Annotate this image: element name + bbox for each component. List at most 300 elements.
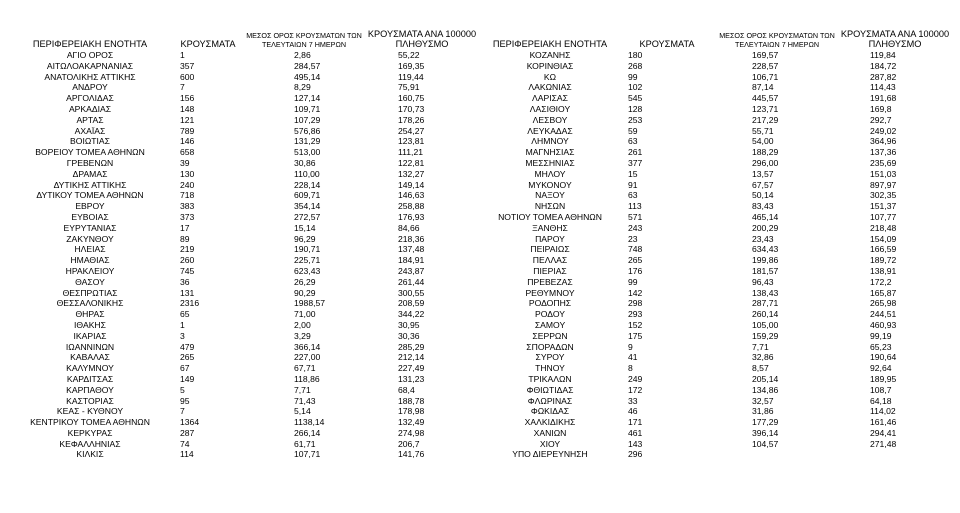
table-row	[484, 406, 954, 417]
region-cell: ΘΗΡΑΣ	[75, 309, 105, 320]
avg7-cell: 2,00	[294, 319, 311, 330]
region-cell: ΘΕΣΣΑΛΟΝΙΚΗΣ	[56, 298, 124, 309]
region-cell: ΗΜΑΘΙΑΣ	[70, 255, 110, 266]
per100k-cell: 261,44	[398, 276, 425, 287]
region-cell: ΛΗΜΝΟΥ	[531, 136, 569, 147]
avg7-cell: 188,29	[752, 147, 779, 158]
per100k-cell: 55,22	[398, 50, 420, 60]
avg7-cell: 272,57	[294, 211, 321, 222]
cases-cell: 91	[628, 179, 638, 190]
per100k-cell: 189,72	[870, 255, 897, 266]
table-row	[6, 298, 478, 309]
cases-cell: 249	[628, 373, 643, 384]
table-row	[6, 169, 478, 180]
per100k-cell: 123,81	[398, 136, 425, 147]
region-cell: ΚΕΑΣ - ΚΥΘΝΟΥ	[56, 406, 124, 417]
cases-cell: 265	[628, 255, 643, 266]
cases-cell: 63	[628, 190, 638, 201]
per100k-cell: 165,87	[870, 287, 897, 298]
per100k-cell: 254,27	[398, 125, 425, 136]
region-cell: ΘΕΣΠΡΩΤΙΑΣ	[62, 287, 118, 298]
cases-cell: 5	[180, 384, 185, 395]
region-cell: ΝΗΣΩΝ	[534, 201, 566, 212]
avg7-cell: 177,29	[752, 417, 779, 428]
avg7-cell: 366,14	[294, 341, 321, 352]
table-right-half	[484, 24, 954, 460]
table-row	[6, 342, 478, 353]
table-row	[6, 93, 478, 104]
avg7-cell: 109,71	[294, 103, 321, 114]
header-per100k: ΚΡΟΥΣΜΑΤΑ ΑΝΑ 100000 ΠΛΗΘΥΣΜΟ	[840, 29, 950, 49]
avg7-cell: 5,14	[294, 406, 311, 417]
region-cell: ΥΠΟ ΔΙΕΡΕΥΝΗΣΗ	[512, 449, 588, 460]
table-row	[484, 439, 954, 450]
avg7-cell: 199,86	[752, 255, 779, 266]
per100k-cell: 344,22	[398, 309, 425, 320]
per100k-cell: 119,44	[398, 71, 424, 82]
region-cell: ΚΑΛΥΜΝΟΥ	[66, 363, 114, 374]
cases-cell: 253	[628, 114, 643, 125]
region-cell: ΚΑΡΔΙΤΣΑΣ	[66, 373, 114, 384]
region-cell: ΔΥΤΙΚΟΥ ΤΟΜΕΑ ΑΘΗΝΩΝ	[36, 190, 144, 201]
region-cell: ΣΑΜΟΥ	[534, 319, 566, 330]
per100k-cell: 169,35	[398, 60, 425, 71]
table-row	[6, 385, 478, 396]
region-cell: ΝΑΞΟΥ	[535, 190, 565, 201]
table-row	[484, 158, 954, 169]
table-row	[6, 352, 478, 363]
table-row	[6, 212, 478, 223]
avg7-cell: 134,86	[752, 384, 779, 395]
region-cell: ΑΡΚΑΔΙΑΣ	[68, 103, 112, 114]
region-cell: ΡΟΔΟΠΗΣ	[528, 298, 572, 309]
per100k-cell: 169,8	[870, 103, 892, 114]
cases-cell: 67	[180, 363, 190, 374]
region-cell: ΔΥΤΙΚΗΣ ΑΤΤΙΚΗΣ	[53, 179, 127, 190]
cases-cell: 383	[180, 201, 195, 212]
avg7-cell: 225,71	[294, 255, 321, 266]
avg7-cell	[718, 449, 836, 460]
per100k-cell: 84,66	[398, 222, 420, 233]
table-row	[484, 61, 954, 72]
avg7-cell: 138,43	[752, 287, 779, 298]
region-cell: ΜΥΚΟΝΟΥ	[528, 179, 572, 190]
table-row	[6, 374, 478, 385]
table-row	[484, 50, 954, 61]
table-row	[6, 406, 478, 417]
avg7-cell: 8,57	[752, 363, 769, 374]
avg7-cell: 83,43	[752, 201, 774, 212]
region-cell: ΗΡΑΚΛΕΙΟΥ	[65, 265, 115, 276]
table-row	[484, 428, 954, 439]
cases-cell: 172	[628, 384, 643, 395]
avg7-cell: 576,86	[294, 125, 321, 136]
header-region: ΠΕΡΙΦΕΡΕΙΑΚΗ ΕΝΟΤΗΤΑ	[32, 39, 148, 49]
cases-cell: 59	[628, 125, 638, 136]
region-cell: ΣΠΟΡΑΔΩΝ	[526, 341, 574, 352]
table-row	[484, 374, 954, 385]
cases-cell: 7	[180, 82, 185, 93]
per100k-cell: 151,37	[870, 201, 897, 212]
region-cell: ΕΥΒΟΙΑΣ	[71, 211, 109, 222]
cases-cell: 1364	[180, 417, 200, 428]
avg7-cell: 634,43	[752, 244, 779, 255]
avg7-cell: 284,57	[294, 60, 321, 71]
table-row	[6, 320, 478, 331]
per100k-cell: 161,46	[870, 417, 897, 428]
per100k-cell: 176,93	[398, 211, 425, 222]
table-row	[6, 50, 478, 61]
avg7-cell: 169,57	[752, 50, 779, 60]
per100k-cell: 146,63	[398, 190, 425, 201]
cases-cell: 461	[628, 427, 643, 438]
table-row	[6, 331, 478, 342]
region-cell: ΠΑΡΟΥ	[535, 233, 565, 244]
avg7-cell: 181,57	[752, 265, 779, 276]
table-row	[6, 61, 478, 72]
table-row	[6, 82, 478, 93]
per100k-cell: 65,23	[870, 341, 892, 352]
region-cell: ΚΙΛΚΙΣ	[76, 449, 104, 460]
per100k-cell: 137,36	[870, 147, 897, 158]
avg7-cell: 200,29	[752, 222, 779, 233]
region-cell: ΠΕΛΛΑΣ	[532, 255, 568, 266]
table-row	[6, 180, 478, 191]
table-row	[6, 428, 478, 439]
per100k-cell: 249,02	[870, 125, 897, 136]
cases-cell: 545	[628, 93, 643, 104]
avg7-cell: 32,86	[752, 352, 774, 363]
table-row	[484, 72, 954, 83]
avg7-cell: 217,29	[752, 114, 779, 125]
table-row	[484, 126, 954, 137]
region-cell: ΦΛΩΡΙΝΑΣ	[527, 395, 573, 406]
cases-cell: 156	[180, 93, 195, 104]
per100k-cell: 138,91	[870, 265, 897, 276]
cases-cell: 176	[628, 265, 643, 276]
avg7-cell: 513,00	[294, 147, 321, 158]
table-row	[484, 396, 954, 407]
avg7-cell: 50,14	[752, 190, 774, 201]
table-row	[6, 396, 478, 407]
per100k-cell: 141,76	[398, 449, 425, 460]
table-row	[484, 212, 954, 223]
per100k-cell: 218,36	[398, 233, 425, 244]
header-avg7: ΜΕΣΟΣ ΟΡΟΣ ΚΡΟΥΣΜΑΤΩΝ ΤΩΝ ΤΕΛΕΥΤΑΙΩΝ 7 ΗΜΕΡΩΝ	[246, 31, 362, 49]
per100k-cell: 235,69	[870, 157, 897, 168]
cases-cell: 268	[628, 60, 643, 71]
avg7-cell: 31,86	[752, 406, 774, 417]
per100k-cell: 265,98	[870, 298, 897, 309]
table-row	[484, 93, 954, 104]
cases-cell: 8	[628, 363, 633, 374]
region-cell: ΒΟΡΕΙΟΥ ΤΟΜΕΑ ΑΘΗΝΩΝ	[35, 147, 145, 158]
avg7-cell: 104,57	[752, 438, 779, 449]
region-cell: ΖΑΚΥΝΘΟΥ	[66, 233, 114, 244]
table-row	[6, 158, 478, 169]
table-row	[484, 298, 954, 309]
cases-cell: 2316	[180, 298, 200, 309]
table-row	[484, 417, 954, 428]
table-row	[484, 147, 954, 158]
region-cell: ΚΕΡΚΥΡΑΣ	[67, 427, 113, 438]
cases-cell: 74	[180, 438, 190, 449]
per100k-cell: 172,2	[870, 276, 892, 287]
region-cell: ΑΓΙΟ ΟΡΟΣ	[66, 50, 114, 60]
header-cases: ΚΡΟΥΣΜΑΤΑ	[639, 39, 695, 49]
per100k-cell: 218,48	[870, 222, 897, 233]
cases-cell: 298	[628, 298, 643, 309]
table-row	[6, 363, 478, 374]
avg7-cell: 228,57	[752, 60, 779, 71]
table-row	[6, 223, 478, 234]
region-cell: ΚΟΡΙΝΘΙΑΣ	[526, 60, 574, 71]
per100k-cell: 132,27	[398, 168, 425, 179]
avg7-cell: 623,43	[294, 265, 321, 276]
per100k-cell: 184,91	[398, 255, 425, 266]
cases-cell: 479	[180, 341, 195, 352]
table-row	[484, 104, 954, 115]
avg7-cell: 123,71	[752, 103, 779, 114]
avg7-cell: 67,71	[294, 363, 316, 374]
avg7-cell: 105,00	[752, 319, 779, 330]
avg7-cell: 296,00	[752, 157, 779, 168]
region-cell: ΡΟΔΟΥ	[535, 309, 565, 320]
cases-cell: 261	[628, 147, 643, 158]
region-cell: ΑΡΤΑΣ	[76, 114, 104, 125]
table-row	[6, 234, 478, 245]
cases-cell: 377	[628, 157, 643, 168]
avg7-cell: 13,57	[752, 168, 774, 179]
per100k-cell: 227,49	[398, 363, 425, 374]
per100k-cell: 160,75	[398, 93, 425, 104]
table-row	[6, 147, 478, 158]
avg7-cell: 30,86	[294, 157, 316, 168]
table-row	[484, 190, 954, 201]
cases-cell: 357	[180, 60, 195, 71]
table-row	[484, 244, 954, 255]
cases-cell: 102	[628, 82, 643, 93]
avg7-cell: 15,14	[294, 222, 316, 233]
per100k-cell: 114,02	[870, 406, 896, 417]
per100k-cell: 244,51	[870, 309, 897, 320]
table-row	[6, 190, 478, 201]
per100k-cell: 114,43	[870, 82, 896, 93]
table-row	[6, 115, 478, 126]
cases-cell: 745	[180, 265, 195, 276]
region-cell: ΦΩΚΙΔΑΣ	[530, 406, 570, 417]
per100k-cell: 184,72	[870, 60, 897, 71]
per100k-cell: 243,87	[398, 265, 425, 276]
avg7-cell: 87,14	[752, 82, 774, 93]
region-cell: ΝΟΤΙΟΥ ΤΟΜΕΑ ΑΘΗΝΩΝ	[498, 211, 602, 222]
cases-cell: 142	[628, 287, 643, 298]
cases-cell: 3	[180, 330, 185, 341]
cases-cell: 143	[628, 438, 643, 449]
avg7-cell: 609,71	[294, 190, 321, 201]
table-row	[6, 266, 478, 277]
table-row	[6, 449, 478, 460]
per100k-cell: 189,95	[870, 373, 897, 384]
table-row	[484, 82, 954, 93]
cases-cell: 63	[628, 136, 638, 147]
per100k-cell: 212,14	[398, 352, 425, 363]
table-body-right	[484, 50, 954, 460]
region-cell: ΠΙΕΡΙΑΣ	[533, 265, 567, 276]
avg7-cell: 205,14	[752, 373, 779, 384]
cases-cell: 33	[628, 395, 638, 406]
table-row	[484, 342, 954, 353]
per100k-cell: 131,23	[398, 373, 425, 384]
avg7-cell: 71,00	[294, 309, 316, 320]
case-report-sheet	[6, 24, 954, 510]
per100k-cell: 258,88	[398, 201, 425, 212]
cases-cell: 748	[628, 244, 643, 255]
per100k-cell: 364,96	[870, 136, 897, 147]
region-cell: ΕΥΡΥΤΑΝΙΑΣ	[63, 222, 117, 233]
avg7-cell: 227,00	[294, 352, 321, 363]
avg7-cell: 26,29	[294, 276, 316, 287]
avg7-cell: 465,14	[752, 211, 779, 222]
per100k-cell: 107,77	[870, 211, 897, 222]
table-row	[484, 115, 954, 126]
cases-cell: 9	[628, 341, 633, 352]
table-row	[484, 363, 954, 374]
region-cell: ΚΩ	[543, 71, 557, 82]
avg7-cell: 118,86	[294, 373, 320, 384]
per100k-cell: 170,73	[398, 103, 425, 114]
cases-cell: 293	[628, 309, 643, 320]
per100k-cell: 178,98	[398, 406, 425, 417]
region-cell: ΛΕΥΚΑΔΑΣ	[527, 125, 573, 136]
per100k-cell: 287,82	[870, 71, 897, 82]
cases-cell: 121	[180, 114, 195, 125]
table-row	[6, 309, 478, 320]
avg7-cell: 1138,14	[294, 417, 325, 428]
avg7-cell: 131,29	[294, 136, 321, 147]
per100k-cell: 68,4	[398, 384, 415, 395]
region-cell: ΗΛΕΙΑΣ	[74, 244, 106, 255]
cases-cell: 175	[628, 330, 643, 341]
cases-cell: 571	[628, 211, 643, 222]
cases-cell: 17	[180, 222, 190, 233]
cases-cell: 265	[180, 352, 195, 363]
cases-cell: 260	[180, 255, 195, 266]
region-cell: ΙΘΑΚΗΣ	[74, 319, 106, 330]
table-row	[6, 439, 478, 450]
avg7-cell: 1988,57	[294, 298, 326, 309]
region-cell: ΤΗΝΟΥ	[535, 363, 565, 374]
region-cell: ΧΑΝΙΩΝ	[533, 427, 567, 438]
region-cell: ΚΑΣΤΟΡΙΑΣ	[66, 395, 114, 406]
avg7-cell: 32,57	[752, 395, 774, 406]
region-cell: ΒΟΙΩΤΙΑΣ	[70, 136, 110, 147]
per100k-cell: 137,48	[398, 244, 425, 255]
per100k-cell: 108,7	[870, 384, 892, 395]
table-row	[6, 201, 478, 212]
table-row	[484, 320, 954, 331]
cases-cell: 113	[628, 201, 642, 212]
cases-cell: 99	[628, 71, 638, 82]
cases-cell: 243	[628, 222, 643, 233]
cases-table-left	[6, 24, 478, 460]
per100k-cell: 122,81	[398, 157, 425, 168]
avg7-cell: 7,71	[294, 384, 311, 395]
avg7-cell: 127,14	[294, 93, 321, 104]
avg7-cell: 396,14	[752, 427, 779, 438]
region-cell: ΣΥΡΟΥ	[535, 352, 565, 363]
region-cell: ΙΩΑΝΝΙΝΩΝ	[65, 341, 115, 352]
header-region: ΠΕΡΙΦΕΡΕΙΑΚΗ ΕΝΟΤΗΤΑ	[492, 39, 608, 49]
table-row	[6, 244, 478, 255]
region-cell: ΧΙΟΥ	[539, 438, 561, 449]
cases-cell: 114	[180, 449, 194, 460]
header-avg7: ΜΕΣΟΣ ΟΡΟΣ ΚΡΟΥΣΜΑΤΩΝ ΤΩΝ ΤΕΛΕΥΤΑΙΩΝ 7 ΗΜΕΡΩΝ	[719, 31, 835, 49]
cases-cell: 15	[628, 168, 638, 179]
cases-table-right	[484, 24, 954, 460]
region-cell: ΧΑΛΚΙΔΙΚΗΣ	[524, 417, 576, 428]
per100k-cell: 190,64	[870, 352, 897, 363]
region-cell: ΜΕΣΣΗΝΙΑΣ	[525, 157, 575, 168]
region-cell: ΚΕΝΤΡΙΚΟΥ ΤΟΜΕΑ ΑΘΗΝΩΝ	[30, 417, 150, 428]
table-row	[6, 104, 478, 115]
table-row	[6, 417, 478, 428]
avg7-cell: 260,14	[752, 309, 779, 320]
avg7-cell: 287,71	[752, 298, 779, 309]
avg7-cell: 96,29	[294, 233, 316, 244]
avg7-cell: 354,14	[294, 201, 321, 212]
cases-cell: 130	[180, 168, 195, 179]
region-cell: ΑΝΑΤΟΛΙΚΗΣ ΑΤΤΙΚΗΣ	[44, 71, 136, 82]
per100k-cell: 188,78	[398, 395, 425, 406]
cases-cell: 7	[180, 406, 185, 417]
region-cell: ΞΑΝΘΗΣ	[532, 222, 568, 233]
table-header-row	[6, 24, 478, 50]
header-cases: ΚΡΟΥΣΜΑΤΑ	[180, 39, 236, 49]
per100k-cell: 64,18	[870, 395, 892, 406]
region-cell: ΑΝΔΡΟΥ	[72, 82, 108, 93]
per100k-cell: 897,97	[870, 179, 897, 190]
table-row	[6, 255, 478, 266]
per100k-cell: 166,59	[870, 244, 897, 255]
per100k-cell: 271,48	[870, 438, 897, 449]
region-cell: ΛΕΣΒΟΥ	[532, 114, 568, 125]
cases-cell: 36	[180, 276, 190, 287]
region-cell: ΑΙΤΩΛΟΑΚΑΡΝΑΝΙΑΣ	[46, 60, 134, 71]
region-cell: ΛΑΚΩΝΙΑΣ	[528, 82, 572, 93]
table-row	[484, 288, 954, 299]
region-cell: ΑΧΑΪΑΣ	[74, 125, 106, 136]
table-row	[484, 234, 954, 245]
table-row	[6, 72, 478, 83]
region-cell: ΜΗΛΟΥ	[534, 168, 566, 179]
avg7-cell: 90,29	[294, 287, 316, 298]
per100k-cell: 191,68	[870, 93, 897, 104]
cases-cell: 171	[628, 417, 643, 428]
per100k-cell: 206,7	[398, 438, 420, 449]
avg7-cell: 71,43	[294, 395, 316, 406]
per100k-cell: 294,41	[870, 427, 897, 438]
avg7-cell: 107,29	[294, 114, 321, 125]
table-row	[484, 169, 954, 180]
table-row	[484, 385, 954, 396]
region-cell: ΤΡΙΚΑΛΩΝ	[528, 373, 572, 384]
per100k-cell: 292,7	[870, 114, 892, 125]
cases-cell: 219	[180, 244, 195, 255]
per100k-cell: 285,29	[398, 341, 425, 352]
avg7-cell: 67,57	[752, 179, 774, 190]
per100k-cell: 302,35	[870, 190, 897, 201]
